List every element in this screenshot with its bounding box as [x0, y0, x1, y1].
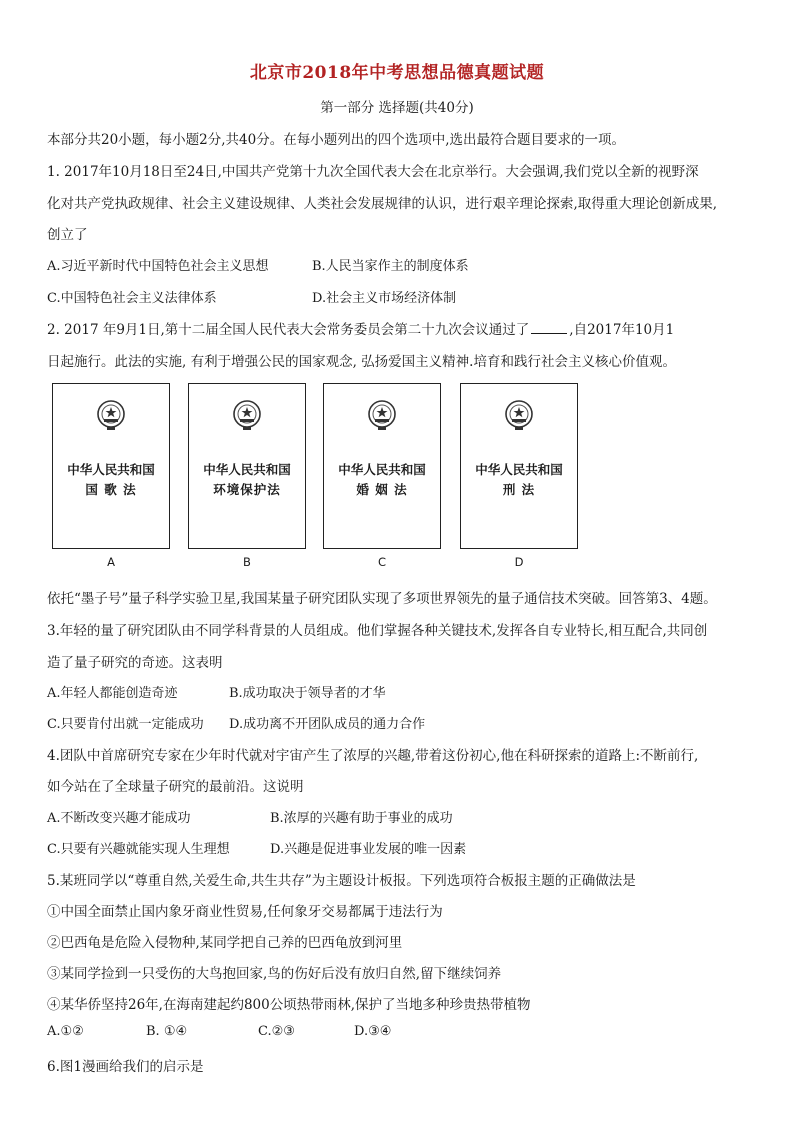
- book-cover-a: [52, 383, 170, 549]
- national-emblem-icon: [94, 398, 128, 432]
- q1-option-c: C.中国特色社会主义法律体系: [47, 291, 217, 306]
- answer-blank: [531, 321, 567, 334]
- book-cover-b: [188, 383, 306, 549]
- book-title-line-1: 中华人民共和国: [475, 462, 563, 477]
- passage-q3-q4: 依托“墨子号”量子科学实验卫星,我国某量子研究团队实现了多项世界领先的量子通信技术突破。回答第3、4题。: [47, 591, 717, 607]
- page-title: 北京市2018年中考思想品德真题试题: [249, 63, 545, 83]
- q2-line-1: [47, 318, 674, 338]
- q4-option-c: C.只要有兴趣就能实现人生理想: [47, 842, 230, 857]
- q5-option-b: B. ①④: [146, 1024, 188, 1039]
- q5-option-c: C.②③: [258, 1024, 295, 1039]
- q3-option-d: D.成功离不开团队成员的通力合作: [229, 717, 426, 732]
- q5-option-a: A.①②: [47, 1024, 84, 1039]
- q5-item-1: ①中国全面禁止国内象牙商业性贸易,任何象牙交易都属于违法行为: [47, 904, 443, 920]
- q5-item-3: ③某同学捡到一只受伤的大鸟抱回家,鸟的伤好后没有放归自然,留下继续饲养: [47, 966, 502, 982]
- book-label-c: C: [377, 555, 387, 569]
- book-label-a: A: [107, 555, 115, 569]
- q1-option-a: A.习近平新时代中国特色社会主义思想: [47, 259, 269, 274]
- q1-line-3: 创立了: [47, 227, 88, 243]
- book-title-line-2: 国 歌 法: [85, 482, 137, 497]
- q5-stem: 5.某班同学以“尊重自然,关爱生命,共生共存”为主题设计板报。下列选项符合板报主题的正确做法是: [47, 873, 636, 889]
- national-emblem-icon: [230, 398, 264, 432]
- q5-item-2: ②巴西龟是危险入侵物种,某同学把自己养的巴西龟放到河里: [47, 935, 403, 951]
- q3-option-a: A.年轻人都能创造奇迹: [47, 686, 178, 701]
- q4-line-2: 如今站在了全球量子研究的最前沿。这说明: [47, 779, 304, 795]
- q4-option-b: B.浓厚的兴趣有助于事业的成功: [270, 811, 453, 826]
- instructions: 本部分共20小题，每小题2分,共40分。在每小题列出的四个选项中,选出最符合题目要求的一项。: [47, 132, 626, 148]
- book-title-line-1: 中华人民共和国: [338, 462, 426, 477]
- book-title-line-2: 婚 姻 法: [356, 482, 408, 497]
- q5-item-4: ④某华侨坚持26年,在海南建起约800公顷热带雨林,保护了当地多种珍贵热带植物: [47, 997, 531, 1013]
- book-label-d: D: [514, 555, 524, 569]
- q4-line-1: 4.团队中首席研究专家在少年时代就对宇宙产生了浓厚的兴趣,带着这份初心,他在科研探索的道路上:不断前行,: [47, 748, 699, 764]
- q1-line-1: 1. 2017年10月18日至24日,中国共产党第十九次全国代表大会在北京举行。大会强调,我们党以全新的视野深: [47, 164, 699, 180]
- q3-line-2: 造了量子研究的奇迹。这表明: [47, 655, 223, 671]
- q1-option-d: D.社会主义市场经济体制: [312, 291, 457, 306]
- book-title-line-2: 刑 法: [502, 482, 536, 497]
- national-emblem-icon: [365, 398, 399, 432]
- q2-stem-part-2: ,自2017年10月1: [569, 322, 675, 338]
- book-cover-d: [460, 383, 578, 549]
- book-title-line-1: 中华人民共和国: [67, 462, 155, 477]
- national-emblem-icon: [502, 398, 536, 432]
- q6-stem: 6.图1漫画给我们的启示是: [47, 1059, 204, 1075]
- book-label-b: B: [243, 555, 251, 569]
- q1-line-2: 化对共产党执政规律、社会主义建设规律、人类社会发展规律的认识，进行艰辛理论探索,取得重大理论创新成果,: [47, 196, 718, 212]
- q4-option-d: D.兴趣是促进事业发展的唯一因素: [270, 842, 467, 857]
- q3-option-c: C.只要肯付出就一定能成功: [47, 717, 204, 732]
- book-cover-c: [323, 383, 441, 549]
- part-title: 第一部分 选择题(共40分): [320, 100, 474, 116]
- q3-option-b: B.成功取决于领导者的才华: [229, 686, 386, 701]
- book-title-line-2: 环境保护法: [213, 482, 281, 497]
- q3-line-1: 3.年轻的量了研究团队由不同学科背景的人员组成。他们掌握各种关键技术,发挥各自专业特长,相互配合,共同创: [47, 623, 708, 639]
- q2-stem-part-1: 2. 2017 年9月1日,第十二届全国人民代表大会常务委员会第二十九次会议通过了: [47, 322, 530, 338]
- book-title-line-1: 中华人民共和国: [203, 462, 291, 477]
- q5-option-d: D.③④: [354, 1024, 392, 1039]
- q1-option-b: B.人民当家作主的制度体系: [312, 259, 469, 274]
- q4-option-a: A.不断改变兴趣才能成功: [47, 811, 191, 826]
- q2-line-2: 日起施行。此法的实施, 有利于增强公民的国家观念, 弘扬爱国主义精神.培育和践行社会主义核心价值观。: [47, 354, 676, 370]
